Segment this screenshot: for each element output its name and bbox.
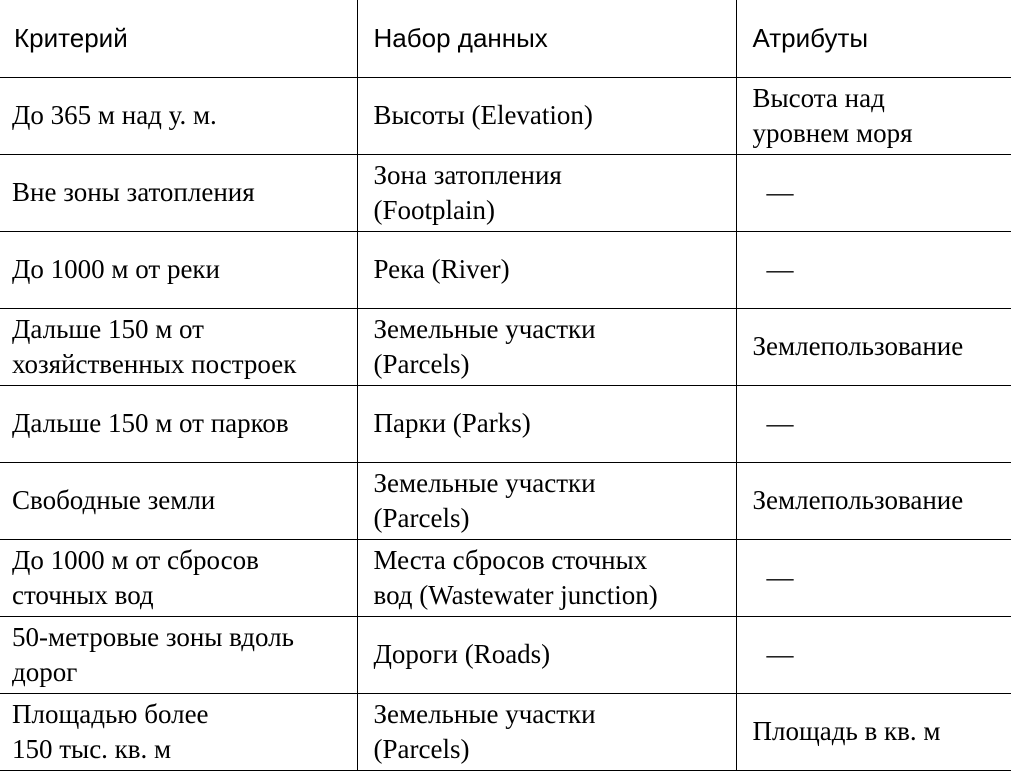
table-row — [0, 462, 1011, 539]
dataset-cell: Дороги (Roads) — [357, 616, 736, 693]
dataset-cell: Парки (Parks) — [357, 385, 736, 462]
attribute-cell: Землепользование — [736, 462, 1011, 539]
criterion-cell: Дальше 150 м от хозяйственных построек — [0, 308, 357, 385]
table-row — [0, 308, 1011, 385]
attribute-cell: Площадь в кв. м — [736, 693, 1011, 770]
dataset-cell: Река (River) — [357, 231, 736, 308]
dataset-cell: Места сбросов сточных вод (Wastewater junction) — [357, 539, 736, 616]
attribute-cell: — — [736, 539, 1011, 616]
criterion-cell: Дальше 150 м от парков — [0, 385, 357, 462]
attribute-cell: — — [736, 616, 1011, 693]
attribute-cell: Высота над уровнем моря — [736, 77, 1011, 154]
table-row — [0, 77, 1011, 154]
attribute-cell: — — [736, 231, 1011, 308]
dataset-cell: Зона затопления (Footplain) — [357, 154, 736, 231]
criterion-cell: До 1000 м от реки — [0, 231, 357, 308]
dataset-cell: Высоты (Elevation) — [357, 77, 736, 154]
table-row — [0, 616, 1011, 693]
criterion-cell: 50-метровые зоны вдоль дорог — [0, 616, 357, 693]
table-row — [0, 231, 1011, 308]
criterion-cell: Свободные земли — [0, 462, 357, 539]
dataset-cell: Земельные участки (Parcels) — [357, 462, 736, 539]
dataset-cell: Земельные участки (Parcels) — [357, 308, 736, 385]
attribute-cell: — — [736, 385, 1011, 462]
header-criterion: Критерий — [0, 0, 357, 77]
table-row — [0, 693, 1011, 770]
criterion-cell: Вне зоны затопления — [0, 154, 357, 231]
criterion-cell: До 1000 м от сбросов сточных вод — [0, 539, 357, 616]
table-row — [0, 385, 1011, 462]
table-row — [0, 154, 1011, 231]
dataset-cell: Земельные участки (Parcels) — [357, 693, 736, 770]
header-dataset: Набор данных — [357, 0, 736, 77]
table-header-row — [0, 0, 1011, 77]
header-attributes: Атрибуты — [736, 0, 1011, 77]
table-row — [0, 539, 1011, 616]
attribute-cell: Землепользование — [736, 308, 1011, 385]
criterion-cell: До 365 м над у. м. — [0, 77, 357, 154]
criterion-cell: Площадью более 150 тыс. кв. м — [0, 693, 357, 770]
attribute-cell: — — [736, 154, 1011, 231]
